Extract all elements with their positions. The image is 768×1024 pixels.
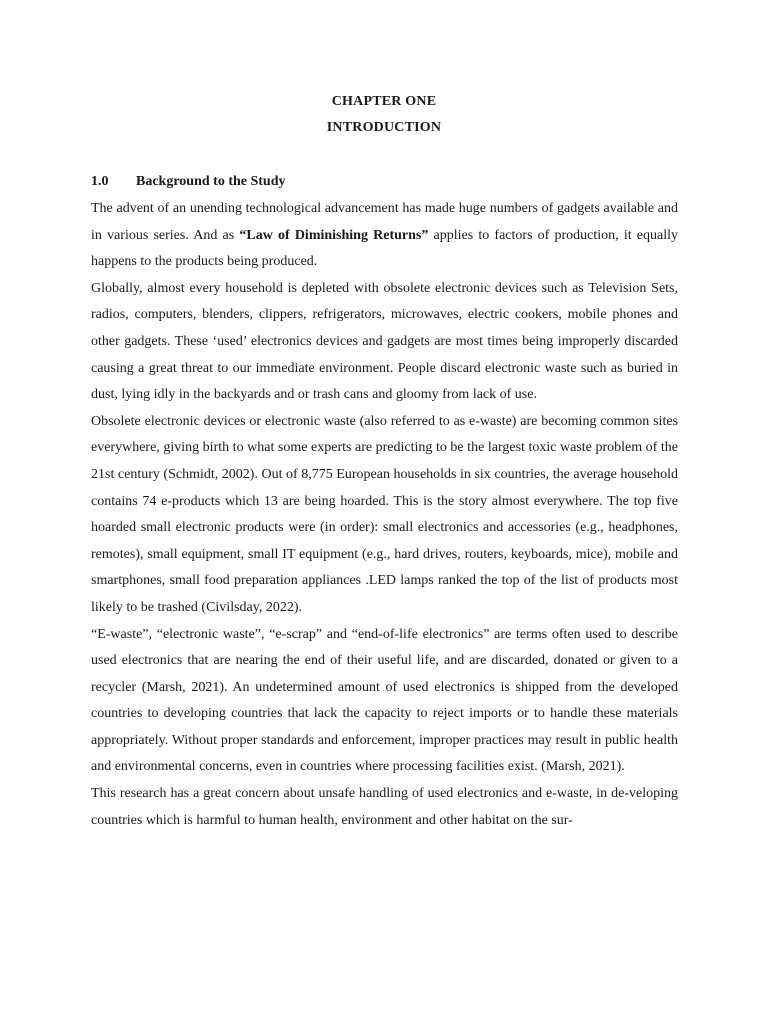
section-number: 1.0 bbox=[91, 174, 109, 189]
section-title: Background to the Study bbox=[136, 174, 286, 189]
paragraph-3: Obsolete electronic devices or electronic waste (also referred to as e-waste) are becoming common sites everywhere, giving birth to what some experts are predicting to be the largest toxic waste problem of the 21st century (Schmidt, 2002). Out of 8,775 European households in six countries, the average household contains 74 e-products which 13 are being hoarded. This is the story almost everywhere. The top five hoarded small electronic products were (in order): small electronics and accessories (e.g., headphones, remotes), small equipment, small IT equipment (e.g., hard drives, routers, keyboards, mice), mobile and smartphones, small food preparation appliances .LED lamps ranked the top of the list of products most likely to be trashed (Civilsday, 2022). bbox=[91, 413, 678, 615]
section-heading bbox=[91, 174, 286, 190]
paragraph-4: “E-waste”, “electronic waste”, “e-scrap” and “end-of-life electronics” are terms often used to describe used electronics that are nearing the end of their useful life, and are discarded, donated or given to a recycler (Marsh, 2021). An undetermined amount of used electronics is shipped from the developed countries to developing countries that lack the capacity to reject imports or to handle these materials appropriately. Without proper standards and enforcement, improper practices may result in public health and environmental concerns, even in countries where processing facilities exist. (Marsh, 2021). bbox=[91, 626, 678, 775]
law-of-diminishing-returns-phrase: “Law of Diminishing Returns” bbox=[239, 227, 429, 243]
paragraph-2: Globally, almost every household is depleted with obsolete electronic devices such as Television Sets, radios, computers, blenders, clippers, refrigerators, microwaves, electric cookers, mobile phones and other gadgets. These ‘used’ electronics devices and gadgets are most times being improperly discarded causing a great threat to our immediate environment. People discard electronic waste such as buried in dust, lying idly in the backyards and or trash cans and gloomy from lack of use. bbox=[91, 280, 678, 403]
paragraph-5: This research has a great concern about unsafe handling of used electronics and e-waste, in de-veloping countries which is harmful to human health, environment and other habitat on the sur- bbox=[91, 786, 678, 828]
paragraph-1-end: applies to factors of production, it equally happens to the products being produced. bbox=[91, 227, 679, 270]
chapter-number: CHAPTER ONE bbox=[331, 94, 437, 109]
paragraph-1-start: The advent of an unending technological advancement has made huge numbers of gadgets available and in various series. And as bbox=[91, 201, 678, 243]
body-text bbox=[91, 196, 678, 834]
paragraph-1 bbox=[91, 196, 678, 276]
chapter-title: INTRODUCTION bbox=[326, 120, 442, 135]
